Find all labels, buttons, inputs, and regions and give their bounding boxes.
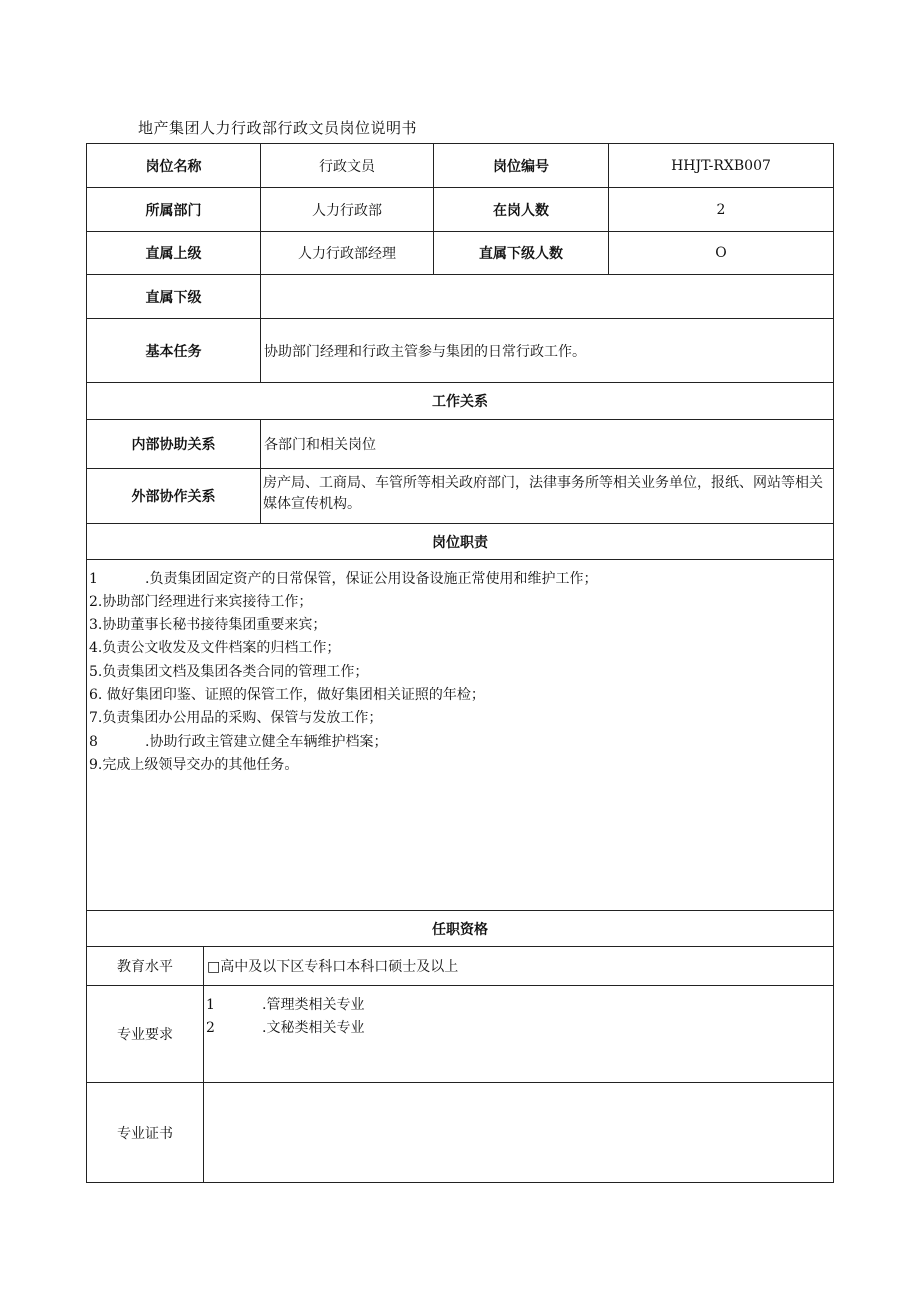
position-code-value: HHJT-RXB007 <box>671 157 771 174</box>
education-label: 教育水平 <box>117 959 173 975</box>
duty-number: 8 <box>89 734 98 750</box>
certificate-label: 专业证书 <box>117 1125 173 1142</box>
duty-number: 6 <box>89 687 98 703</box>
document-title: 地产集团人力行政部行政文员岗位说明书 <box>138 119 418 137</box>
task-label: 基本任务 <box>145 343 202 360</box>
duty-text: .负责集团文档及集团各类合同的管理工作； <box>97 664 369 680</box>
duty-item <box>89 568 597 588</box>
major-number: 2 <box>206 1020 215 1036</box>
position-name-value: 行政文员 <box>319 158 375 175</box>
internal-relations-value: 各部门和相关岗位 <box>264 437 376 453</box>
duty-item <box>89 637 340 657</box>
duty-text: . 做好集团印鉴、证照的保管工作，做好集团相关证照的年检； <box>97 687 485 703</box>
duty-number: 5 <box>89 664 98 680</box>
superior-value: 人力行政部经理 <box>298 246 396 262</box>
headcount-value: 2 <box>716 201 726 218</box>
major-label: 专业要求 <box>117 1027 173 1043</box>
duty-text: .协助行政主管建立健全车辆维护档案； <box>145 734 388 750</box>
task-value: 协助部门经理和行政主管参与集团的日常行政工作。 <box>264 343 586 360</box>
duty-text: .负责集团固定资产的日常保管，保证公用设备设施正常使用和维护工作； <box>145 571 598 587</box>
duty-number: 7 <box>89 710 98 726</box>
duty-item <box>89 614 326 634</box>
duty-item <box>89 707 382 727</box>
major-text: .管理类相关专业 <box>262 997 365 1013</box>
duty-text: .负责公文收发及文件档案的归档工作； <box>97 640 341 656</box>
major-number: 1 <box>206 997 215 1013</box>
position-name-label: 岗位名称 <box>145 158 202 175</box>
external-relations-label: 外部协作关系 <box>131 489 216 505</box>
headcount-label: 在岗人数 <box>493 202 549 219</box>
duty-text: .协助部门经理进行来宾接待工作； <box>97 594 313 610</box>
duty-item <box>89 754 298 774</box>
duty-number: 3 <box>89 617 98 633</box>
duty-item <box>89 661 368 681</box>
subordinate-label: 直属下级 <box>145 289 202 306</box>
major-item <box>206 1017 364 1037</box>
major-item <box>206 994 364 1014</box>
duty-number: 9 <box>89 757 98 773</box>
relations-header: 工作关系 <box>432 394 488 410</box>
certificate-value <box>204 1083 833 1182</box>
duty-number: 4 <box>89 640 98 656</box>
position-code-label: 岗位编号 <box>493 158 549 175</box>
duty-number: 1 <box>89 571 98 587</box>
department-value: 人力行政部 <box>312 202 382 219</box>
qualifications-header: 任职资格 <box>432 921 488 938</box>
subordinate-count-label: 直属下级人数 <box>479 246 563 262</box>
duty-text: .协助董事长秘书接待集团重要来宾； <box>97 617 327 633</box>
duty-item <box>89 731 387 751</box>
internal-relations-label: 内部协助关系 <box>131 437 216 453</box>
education-value: □高中及以下区专科口本科口硕士及以上 <box>207 959 459 975</box>
duty-item <box>89 684 485 704</box>
duties-header: 岗位职责 <box>432 534 488 551</box>
subordinate-count-value: O <box>715 245 727 261</box>
duty-number: 2 <box>89 594 98 610</box>
major-text: .文秘类相关专业 <box>262 1020 365 1036</box>
duty-text: .完成上级领导交办的其他任务。 <box>97 757 299 773</box>
duty-item <box>89 591 312 611</box>
external-relations-value: 房产局、工商局、车管所等相关政府部门，法律事务所等相关业务单位，报纸、网站等相关媒体宣传机构。 <box>263 475 823 512</box>
superior-label: 直属上级 <box>145 246 202 262</box>
department-label: 所属部门 <box>145 202 202 219</box>
duty-text: .负责集团办公用品的采购、保管与发放工作； <box>97 710 383 726</box>
subordinate-value <box>261 275 833 318</box>
